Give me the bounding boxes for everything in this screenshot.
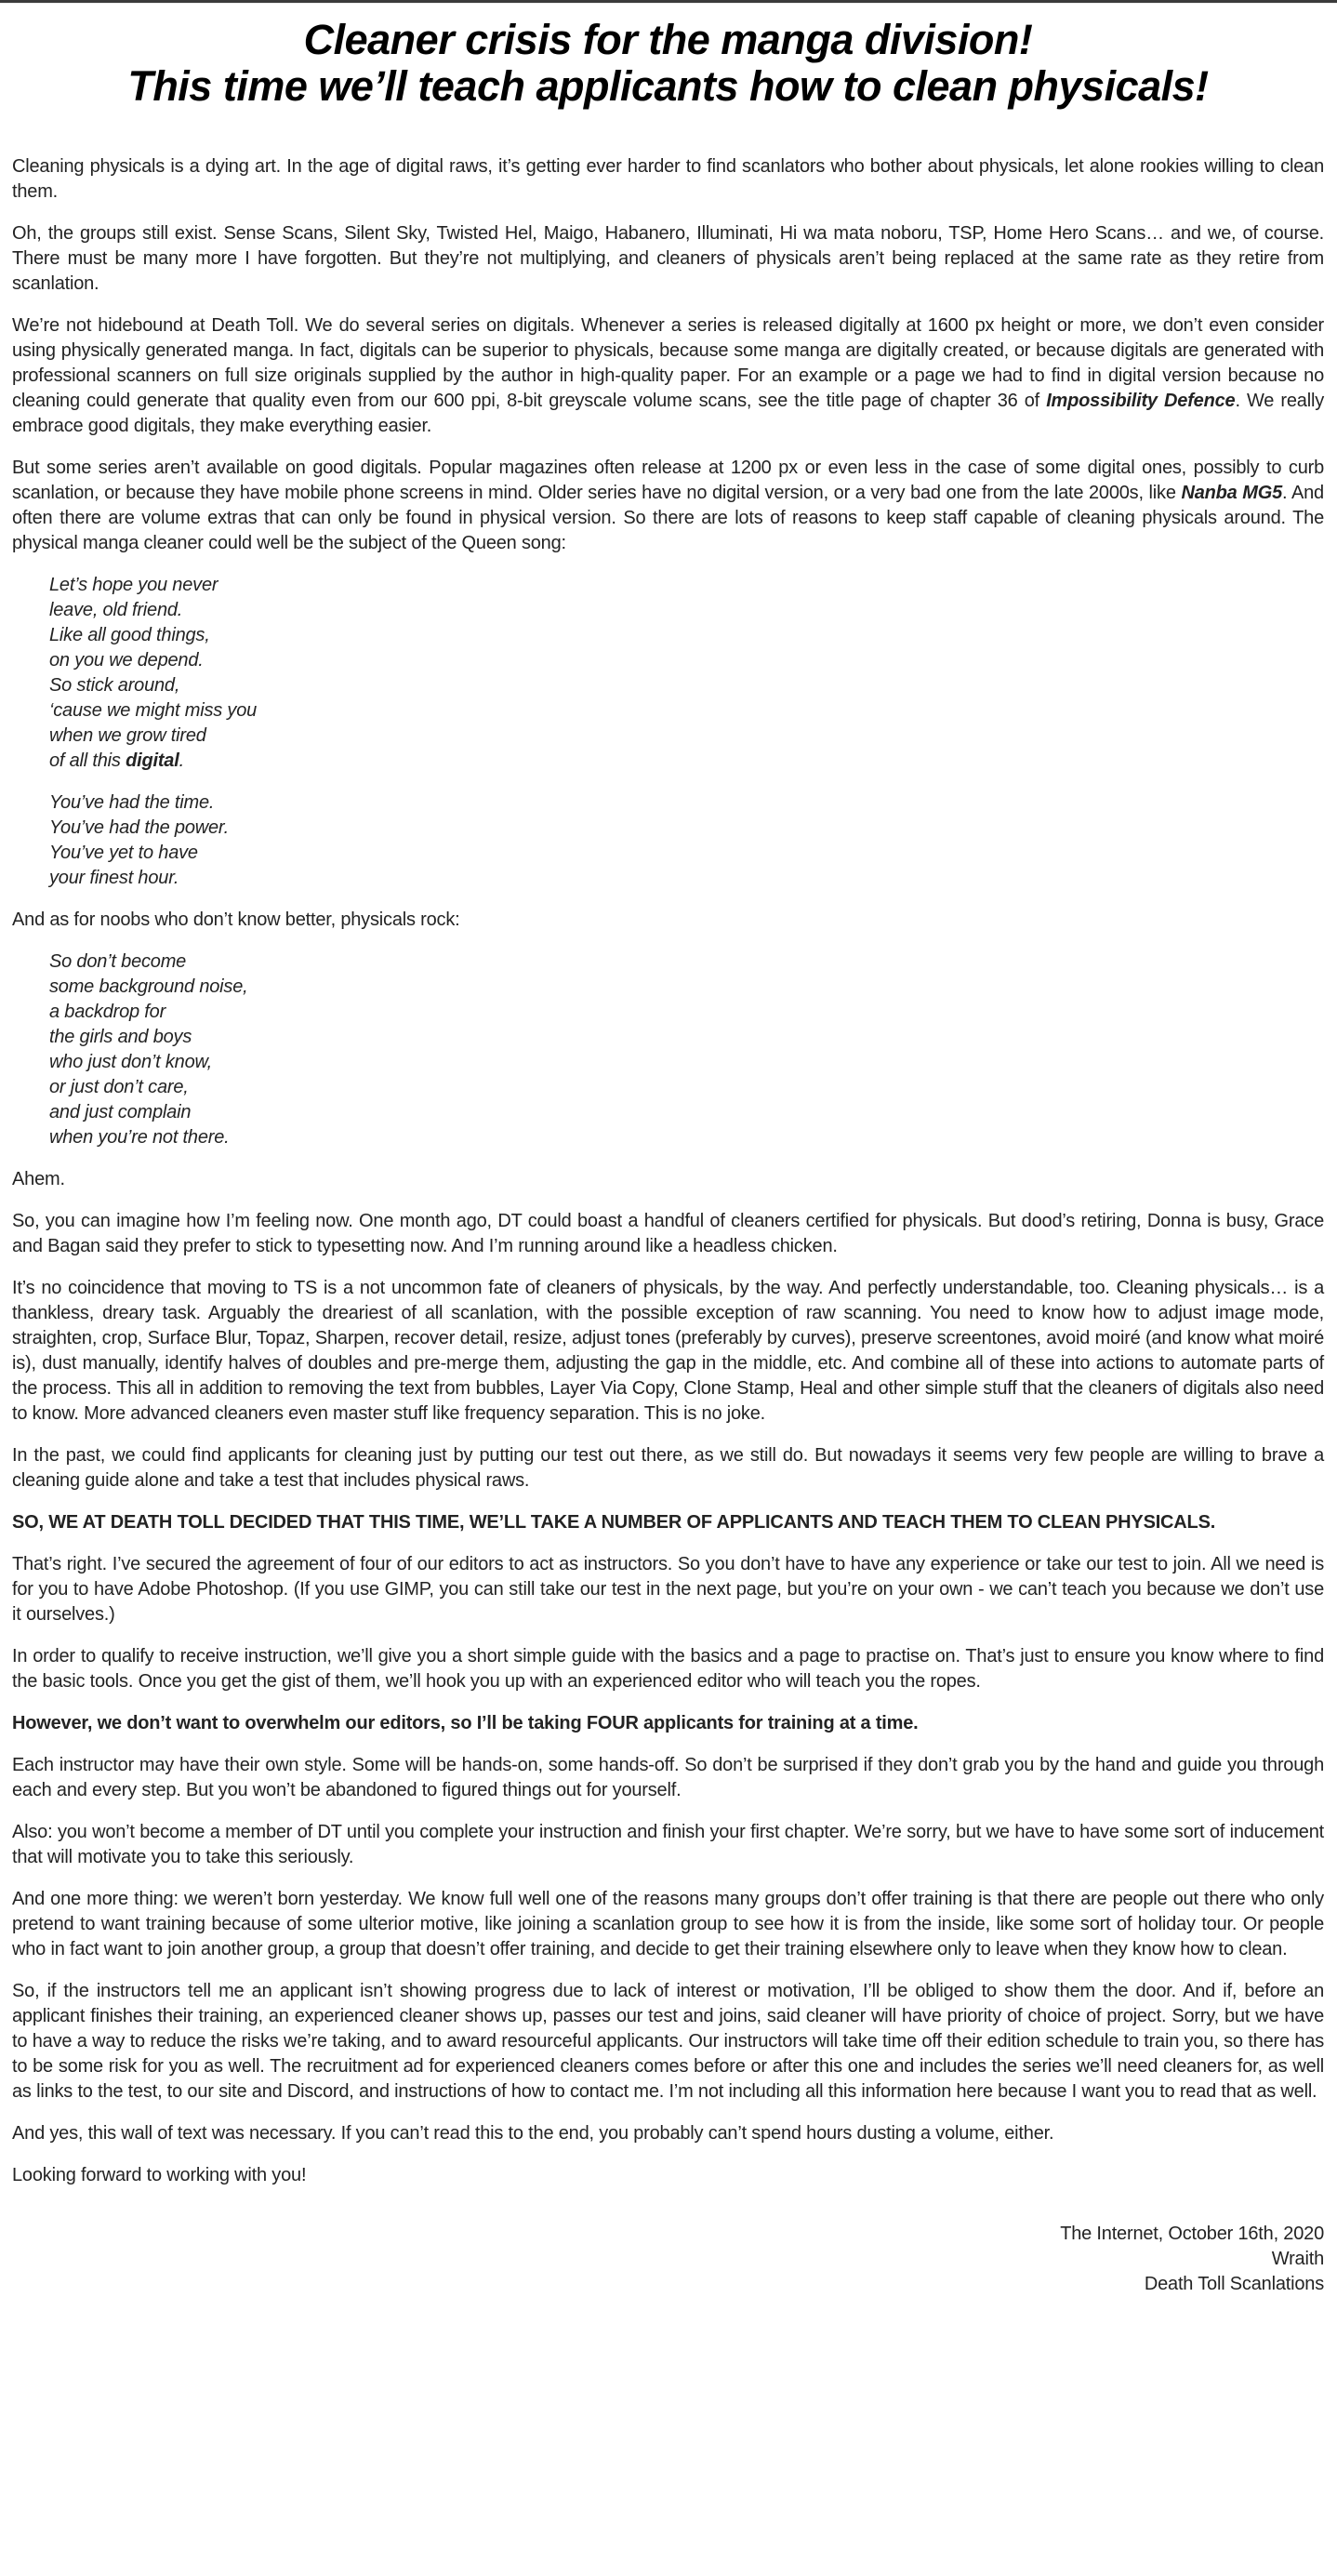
signature-block bbox=[12, 2222, 1324, 2297]
lyric-line: or just don’t care, bbox=[49, 1077, 189, 1097]
body-paragraph: Looking forward to working with you! bbox=[12, 2165, 307, 2185]
lyric-line: on you we depend. bbox=[49, 650, 204, 671]
body-paragraph: Cleaning physicals is a dying art. In the age of digital raws, it’s getting ever harder to find scanlators who bother about physicals, let alone rookies willing to clean them. bbox=[12, 156, 1324, 202]
lyric-line: So don’t become bbox=[49, 951, 187, 972]
song-lyrics-quote bbox=[49, 949, 1324, 1150]
lyric-line: leave, old friend. bbox=[49, 600, 183, 620]
lyric-line: You’ve had the time. bbox=[49, 792, 215, 813]
top-border bbox=[0, 0, 1337, 4]
lyric-line: the girls and boys bbox=[49, 1027, 192, 1047]
body-paragraph: So, you can imagine how I’m feeling now. One month ago, DT could boast a handful of cleaners certified for physicals. But dood’s retiring, Donna is busy, Grace and Bagan said they prefer to stick to typesetting now. And I’m running around like a headless chicken. bbox=[12, 1211, 1324, 1256]
lyric-line: who just don’t know, bbox=[49, 1052, 212, 1072]
song-lyrics-quote bbox=[49, 790, 1324, 891]
lyric-line: of all this digital. bbox=[49, 750, 184, 771]
body-paragraph: In order to qualify to receive instruction, we’ll give you a short simple guide with the basics and a page to practise on. That’s just to ensure you know where to find the basic tools. Once you get the gist of them, we’ll hook you up with an experienced editor who will teach you the ropes. bbox=[12, 1646, 1324, 1692]
lyric-line: when you’re not there. bbox=[49, 1127, 230, 1148]
body-paragraph: And as for noobs who don’t know better, physicals rock: bbox=[12, 910, 460, 930]
lyric-line: and just complain bbox=[49, 1102, 192, 1122]
lyric-line: a backdrop for bbox=[49, 1002, 166, 1022]
lyric-line: when we grow tired bbox=[49, 725, 206, 746]
body-paragraph: Each instructor may have their own style. Some will be hands-on, some hands-off. So don’t be surprised if they don’t grab you by the hand and guide you through each and every step. But you won’t be abandoned to figured things out for yourself. bbox=[12, 1755, 1324, 1800]
lyric-line: So stick around, bbox=[49, 675, 180, 696]
body-paragraph: Also: you won’t become a member of DT until you complete your instruction and finish your first chapter. We’re sorry, but we have to have some sort of inducement that will motivate you to take this seriously. bbox=[12, 1822, 1324, 1867]
signature-group: Death Toll Scanlations bbox=[1144, 2274, 1324, 2294]
page-title-line-2: This time we’ll teach applicants how to clean physicals! bbox=[127, 62, 1209, 110]
body-paragraph: Oh, the groups still exist. Sense Scans, Silent Sky, Twisted Hel, Maigo, Habanero, Illuminati, Hi wa mata noboru, TSP, Home Hero Scans… and we, of course. There must be many more I have forgotten. But they’re not multiplying, and cleaners of physicals aren’t being replaced at the same rate as they retire from scanlation. bbox=[12, 223, 1324, 294]
body-paragraph: It’s no coincidence that moving to TS is a not uncommon fate of cleaners of physicals, by the way. And perfectly understandable, too. Cleaning physicals… is a thankless, dreary task. Arguably the dreariest of all scanlation, with the possible exception of raw scanning. You need to know how to adjust image mode, straighten, crop, Surface Blur, Topaz, Sharpen, recover detail, resize, adjust tones (preferably by curves), preserve screentones, avoid moiré (and know what moiré is), dust manually, identify halves of doubles and pre-merge them, adjusting the gap in the middle, etc. And combine all of these into actions to automate parts of the process. This all in addition to removing the text from bubbles, Layer Via Copy, Clone Stamp, Heal and other simple stuff that the cleaners of digitals also need to know. More advanced cleaners even master stuff like frequency separation. This is no joke. bbox=[12, 1278, 1324, 1424]
body-paragraph: That’s right. I’ve secured the agreement of four of our editors to act as instructors. So you don’t have to have any experience or take our test to join. All we need is for you to have Adobe Photoshop. (If you use GIMP, you can still take our test in the next page, but you’re on your own - we can’t teach you because we don’t use it ourselves.) bbox=[12, 1554, 1324, 1625]
body-paragraph: And yes, this wall of text was necessary. If you can’t read this to the end, you probably can’t spend hours dusting a volume, either. bbox=[12, 2123, 1054, 2144]
lyric-line: Like all good things, bbox=[49, 625, 210, 645]
emphasis-paragraph: However, we don’t want to overwhelm our editors, so I’ll be taking FOUR applicants for training at a time. bbox=[12, 1713, 919, 1733]
song-lyrics-quote bbox=[49, 573, 1324, 774]
lyric-line: You’ve had the power. bbox=[49, 817, 229, 838]
body-paragraph: We’re not hidebound at Death Toll. We do several series on digitals. Whenever a series is released digitally at 1600 px height or more, we don’t even consider using physically generated manga. In fact, digitals can be superior to physicals, because some manga are digitally created, or because digitals are generated with professional scanners on full size originals supplied by the author in high-quality paper. For an example or a page we had to find in digital version because no cleaning could generate that quality even from our 600 ppi, 8-bit greyscale volume scans, see the title page of chapter 36 of Impossibility Defence. We really embrace good digitals, they make everything easier. bbox=[12, 315, 1324, 436]
lyric-line: your finest hour. bbox=[49, 868, 179, 888]
body-paragraph: And one more thing: we weren’t born yesterday. We know full well one of the reasons many groups don’t offer training is that there are people out there who only pretend to want training because of some ulterior motive, like joining a scanlation group to see how it is from the inside, like some sort of holiday tour. Or people who in fact want to join another group, a group that doesn’t offer training, and decide to get their training elsewhere only to leave when they know how to clean. bbox=[12, 1889, 1324, 1959]
lyric-line: ‘cause we might miss you bbox=[49, 700, 258, 721]
body-paragraph: So, if the instructors tell me an applicant isn’t showing progress due to lack of interest or motivation, I’ll be obliged to show them the door. And if, before an applicant finishes their training, an experienced cleaner shows up, passes our test and joins, said cleaner will have priority of choice of project. Sorry, but we have to have a way to reduce the risks we’re taking, and to award resourceful applicants. Our instructors will take time off their edition schedule to train you, so there has to be some risk for you as well. The recruitment ad for experienced cleaners comes before or after this one and includes the series we’ll need cleaners for, as well as links to the test, to our site and Discord, and instructions of how to contact me. I’m not including all this information here because I want you to read that as well. bbox=[12, 1981, 1324, 2102]
signature-author: Wraith bbox=[1271, 2249, 1324, 2269]
document-page bbox=[0, 17, 1337, 2297]
lyric-line: some background noise, bbox=[49, 976, 248, 997]
page-title-line-1: Cleaner crisis for the manga division! bbox=[303, 16, 1033, 63]
body-paragraph: Ahem. bbox=[12, 1169, 65, 1189]
page-title bbox=[12, 17, 1324, 110]
body-paragraph: But some series aren’t available on good digitals. Popular magazines often release at 1200 px or even less in the case of some digital ones, possibly to curb scanlation, or because they have mobile phone screens in mind. Older series have no digital version, or a very bad one from the late 2000s, like Nanba MG5. And often there are volume extras that can only be found in physical version. So there are lots of reasons to keep staff capable of cleaning physicals around. The physical manga cleaner could well be the subject of the Queen song: bbox=[12, 458, 1324, 553]
body-paragraph: In the past, we could find applicants for cleaning just by putting our test out there, as we still do. But nowadays it seems very few people are willing to brave a cleaning guide alone and take a test that includes physical raws. bbox=[12, 1445, 1324, 1491]
lyric-line: Let’s hope you never bbox=[49, 575, 218, 595]
lyric-line: You’ve yet to have bbox=[49, 843, 198, 863]
signature-date: The Internet, October 16th, 2020 bbox=[1060, 2224, 1324, 2244]
document-body bbox=[12, 154, 1324, 2188]
emphasis-paragraph: SO, WE AT DEATH TOLL DECIDED THAT THIS TIME, WE’LL TAKE A NUMBER OF APPLICANTS AND TEACH THEM TO CLEAN PHYSICALS. bbox=[12, 1512, 1216, 1533]
